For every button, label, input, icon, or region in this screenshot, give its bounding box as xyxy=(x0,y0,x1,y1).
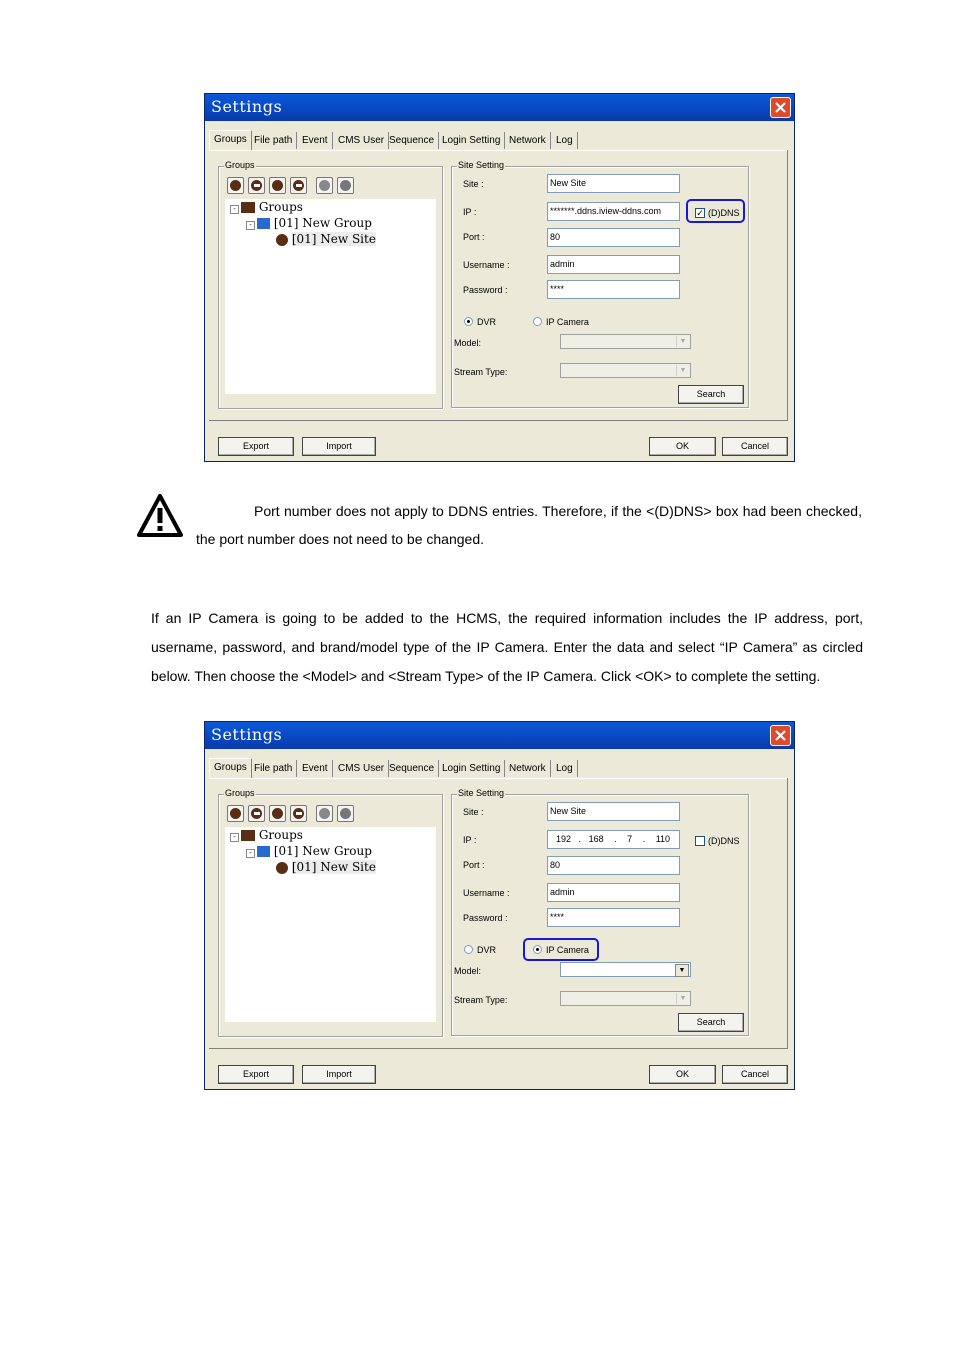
ip-camera-highlight xyxy=(523,938,599,961)
ip-octet-1: 192 xyxy=(556,834,572,844)
tab-sequence[interactable]: Sequence xyxy=(385,132,439,149)
ddns-checkbox[interactable]: ✓ xyxy=(696,208,704,218)
port-label: Port : xyxy=(463,232,485,242)
import-button[interactable]: Import xyxy=(302,437,376,456)
model-label: Model: xyxy=(454,966,482,976)
password-field[interactable]: **** xyxy=(547,280,680,299)
tree-group[interactable]: [01] New Group xyxy=(257,216,372,231)
groups-label: Groups xyxy=(225,788,255,798)
group-icon xyxy=(257,218,270,229)
dialog-title: Settings xyxy=(211,725,283,744)
import-site-icon[interactable] xyxy=(316,177,333,194)
password-label: Password : xyxy=(463,913,508,923)
close-icon[interactable] xyxy=(770,725,791,746)
settings-dialog-ddns xyxy=(204,93,795,462)
ddns-label: (D)DNS xyxy=(708,208,740,218)
collapse-icon[interactable]: - xyxy=(230,833,239,842)
tree-site[interactable]: [01] New Site xyxy=(276,860,376,875)
stream-type-label: Stream Type: xyxy=(454,995,508,1005)
password-field[interactable]: **** xyxy=(547,908,680,927)
export-site-icon[interactable] xyxy=(337,805,354,822)
ddns-highlight xyxy=(686,199,745,223)
tab-login-setting[interactable]: Login Setting xyxy=(438,760,505,777)
import-site-icon[interactable] xyxy=(316,805,333,822)
add-group-icon[interactable] xyxy=(227,805,244,822)
remove-group-icon[interactable] xyxy=(248,805,265,822)
stream-type-label: Stream Type: xyxy=(454,367,508,377)
username-label: Username : xyxy=(463,888,510,898)
tab-cms-user[interactable]: CMS User xyxy=(334,760,389,777)
stream-type-select[interactable]: ▼ xyxy=(560,991,691,1006)
tree-root[interactable]: Groups xyxy=(241,828,303,843)
site-setting-box xyxy=(451,788,749,1036)
groups-label: Groups xyxy=(225,160,255,170)
warning-icon xyxy=(136,493,184,539)
cancel-button[interactable]: Cancel xyxy=(722,437,788,456)
model-label: Model: xyxy=(454,338,482,348)
tree-group[interactable]: [01] New Group xyxy=(257,844,372,859)
collapse-icon[interactable]: - xyxy=(246,849,255,858)
tab-login-setting[interactable]: Login Setting xyxy=(438,132,505,149)
tab-event[interactable]: Event xyxy=(298,132,333,149)
title-bar xyxy=(205,722,794,749)
tab-file-path[interactable]: File path xyxy=(250,132,297,149)
remove-site-icon[interactable] xyxy=(290,805,307,822)
export-site-icon[interactable] xyxy=(337,177,354,194)
ddns-checkbox[interactable] xyxy=(695,836,705,846)
tab-network[interactable]: Network xyxy=(505,760,551,777)
tree-root[interactable]: Groups xyxy=(241,200,303,215)
site-icon xyxy=(276,234,288,246)
dvr-label: DVR xyxy=(477,945,497,955)
cancel-button[interactable]: Cancel xyxy=(722,1065,788,1084)
ip-octet-2: 168 xyxy=(588,834,604,844)
site-field[interactable]: New Site xyxy=(547,174,680,193)
import-button[interactable]: Import xyxy=(302,1065,376,1084)
tab-event[interactable]: Event xyxy=(298,760,333,777)
group-icon xyxy=(257,846,270,857)
dvr-radio[interactable] xyxy=(464,945,473,954)
groups-box xyxy=(218,788,443,1037)
dialog-title: Settings xyxy=(211,97,283,116)
ip-field[interactable]: 192 . 168 . 7 . 110 xyxy=(547,830,680,849)
ok-button[interactable]: OK xyxy=(649,437,716,456)
site-label: Site : xyxy=(463,807,484,817)
group-tree xyxy=(225,827,436,1022)
tab-log[interactable]: Log xyxy=(552,760,578,777)
ip-octet-4: 110 xyxy=(655,834,671,844)
title-bar xyxy=(205,94,794,121)
groups-box xyxy=(218,160,443,409)
ip-octet-3: 7 xyxy=(627,834,633,844)
add-group-icon[interactable] xyxy=(227,177,244,194)
tab-cms-user[interactable]: CMS User xyxy=(334,132,389,149)
tab-sequence[interactable]: Sequence xyxy=(385,760,439,777)
folder-icon xyxy=(241,830,255,841)
site-icon xyxy=(276,862,288,874)
export-button[interactable]: Export xyxy=(218,437,294,456)
port-label: Port : xyxy=(463,860,485,870)
note-text: Port number does not apply to DDNS entries. Therefore, if the <(D)DNS> box had been checked, the port number does not need to be changed. xyxy=(196,503,862,547)
add-site-icon[interactable] xyxy=(269,805,286,822)
ddns-label: (D)DNS xyxy=(708,836,740,846)
dvr-radio[interactable] xyxy=(464,317,473,326)
collapse-icon[interactable]: - xyxy=(246,221,255,230)
site-field[interactable]: New Site xyxy=(547,802,680,821)
group-tree xyxy=(225,199,436,394)
model-select[interactable]: ▼ xyxy=(560,334,691,349)
site-label: Site : xyxy=(463,179,484,189)
dvr-label: DVR xyxy=(477,317,497,327)
stream-type-select[interactable]: ▼ xyxy=(560,363,691,378)
ip-camera-label: IP Camera xyxy=(546,317,589,327)
tab-log[interactable]: Log xyxy=(552,132,578,149)
add-site-icon[interactable] xyxy=(269,177,286,194)
settings-dialog-ip-camera xyxy=(204,721,795,1090)
folder-icon xyxy=(241,202,255,213)
model-select[interactable]: ▼ xyxy=(560,962,691,977)
close-icon[interactable] xyxy=(770,97,791,118)
ip-field[interactable]: *******.ddns.iview-ddns.com xyxy=(547,202,680,221)
export-button[interactable]: Export xyxy=(218,1065,294,1084)
ip-camera-radio[interactable] xyxy=(533,317,542,326)
ip-camera-label: IP Camera xyxy=(546,945,589,955)
password-label: Password : xyxy=(463,285,508,295)
remove-group-icon[interactable] xyxy=(248,177,265,194)
username-field[interactable]: admin xyxy=(547,255,680,274)
username-field[interactable]: admin xyxy=(547,883,680,902)
ok-button[interactable]: OK xyxy=(649,1065,716,1084)
tab-groups[interactable]: Groups xyxy=(209,130,252,150)
port-field[interactable]: 80 xyxy=(547,856,680,875)
tab-network[interactable]: Network xyxy=(505,132,551,149)
ip-label: IP : xyxy=(463,207,477,217)
port-field[interactable]: 80 xyxy=(547,228,680,247)
tree-site[interactable]: [01] New Site xyxy=(276,232,376,247)
tab-file-path[interactable]: File path xyxy=(250,760,297,777)
username-label: Username : xyxy=(463,260,510,270)
ip-label: IP : xyxy=(463,835,477,845)
site-setting-label: Site Setting xyxy=(458,788,505,798)
search-button[interactable]: Search xyxy=(678,385,744,404)
site-setting-label: Site Setting xyxy=(458,160,505,170)
body-paragraph: If an IP Camera is going to be added to the HCMS, the required information includes the IP address, port, username, password, and brand/model type of the IP Camera. Enter the data and select “IP Camera” as circled below. Then choose the <Model> and <Stream Type> of the IP Camera. Click <OK> to complete the setting. xyxy=(151,610,863,684)
tab-groups[interactable]: Groups xyxy=(209,758,252,778)
remove-site-icon[interactable] xyxy=(290,177,307,194)
search-button[interactable]: Search xyxy=(678,1013,744,1032)
collapse-icon[interactable]: - xyxy=(230,205,239,214)
